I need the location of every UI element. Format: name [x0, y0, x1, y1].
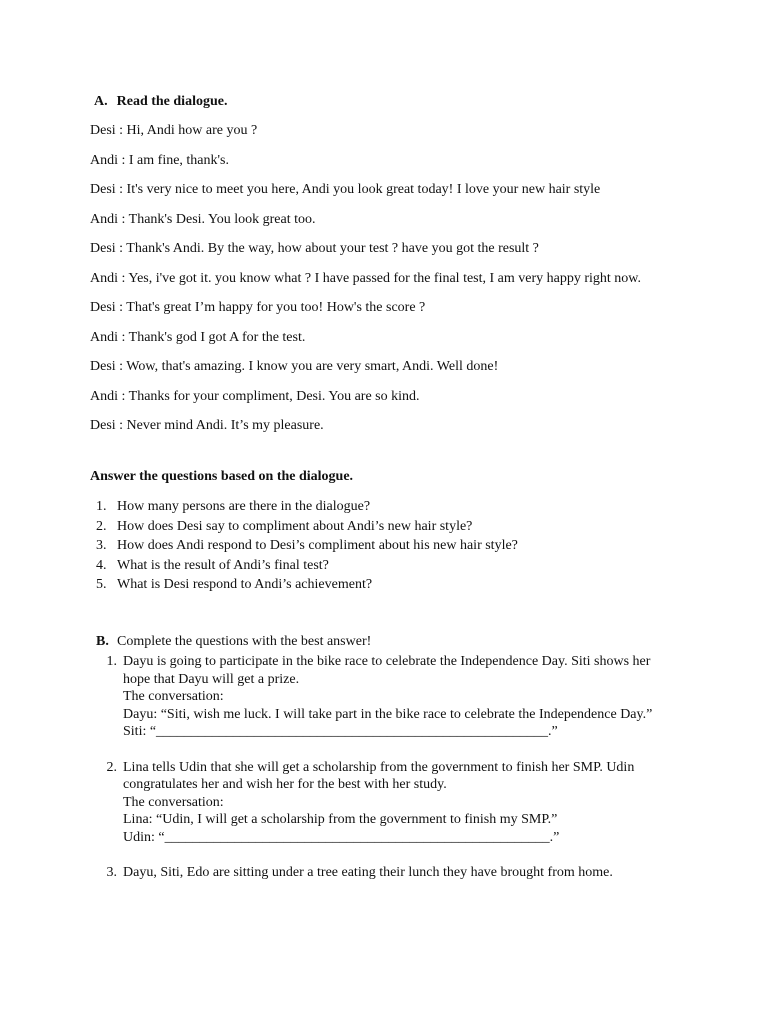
- question-text: How does Desi say to compliment about Andi’s new hair style?: [117, 518, 473, 534]
- dialogue-line: Andi : Yes, i've got it. you know what ? I have passed for the final test, I am very happy right now.: [90, 270, 642, 286]
- exercise-line: Lina: “Udin, I will get a scholarship from the government to finish my SMP.”: [123, 812, 558, 827]
- exercise-line: The conversation:: [123, 794, 224, 810]
- answer-heading: Answer the questions based on the dialogue.: [90, 469, 354, 484]
- question-number: 3.: [96, 538, 107, 553]
- question-number: 2.: [96, 518, 107, 534]
- exercise-item: [96, 653, 686, 741]
- exercise-number: 2.: [106, 759, 117, 775]
- dialogue-line: Andi : Thank's Desi. You look great too.: [90, 211, 316, 227]
- section-a-heading: [94, 94, 227, 110]
- question-list: [96, 497, 656, 595]
- answer-blank: Udin: “_______________________________________________________.”: [123, 829, 560, 845]
- exercise-line: Dayu: “Siti, wish me luck. I will take part in the bike race to celebrate the Independence Day.”: [123, 706, 653, 722]
- question-text: How does Andi respond to Desi’s compliment about his new hair style?: [117, 538, 518, 553]
- section-b-letter: B.: [96, 634, 109, 649]
- question-number: 4.: [96, 557, 107, 573]
- dialogue-line: Desi : Never mind Andi. It’s my pleasure.: [90, 418, 324, 433]
- exercise-prompt: Lina tells Udin that she will get a scholarship from the government to finish her SMP. Udin congratulates her and wish her for the best with her study.: [123, 759, 635, 792]
- dialogue-line: Desi : It's very nice to meet you here, Andi you look great today! I love your new hair style: [90, 182, 601, 197]
- dialogue-line: Andi : I am fine, thank's.: [90, 152, 229, 168]
- section-b-title: Complete the questions with the best answer!: [117, 634, 372, 649]
- section-a-letter: A.: [94, 94, 108, 109]
- exercise-item: [96, 759, 686, 847]
- dialogue-line: Desi : Wow, that's amazing. I know you are very smart, Andi. Well done!: [90, 359, 499, 374]
- question-item: [96, 497, 656, 517]
- exercise-line: The conversation:: [123, 689, 224, 704]
- question-item: [96, 517, 656, 537]
- exercise-prompt: Dayu, Siti, Edo are sitting under a tree eating their lunch they have brought from home.: [123, 865, 613, 880]
- question-text: What is Desi respond to Andi’s achievement?: [117, 577, 373, 592]
- exercise-body: [123, 653, 663, 741]
- question-text: How many persons are there in the dialogue?: [117, 499, 371, 514]
- exercise-prompt: Dayu is going to participate in the bike race to celebrate the Independence Day. Siti shows her hope that Dayu will get a prize.: [123, 654, 651, 687]
- dialogue-line: Desi : That's great I’m happy for you too! How's the score ?: [90, 300, 426, 315]
- dialogue-line: Andi : Thanks for your compliment, Desi. You are so kind.: [90, 388, 420, 404]
- question-item: [96, 575, 656, 595]
- section-b: [96, 633, 686, 882]
- exercise-body: [123, 864, 663, 882]
- exercise-number: 1.: [106, 654, 117, 669]
- dialogue-line: Desi : Thank's Andi. By the way, how about your test ? have you got the result ?: [90, 241, 539, 256]
- question-item: [96, 536, 656, 556]
- exercise-body: [123, 759, 663, 847]
- section-a-title: Read the dialogue.: [116, 94, 228, 109]
- dialogue-line: Andi : Thank's god I got A for the test.: [90, 329, 306, 345]
- answer-blank: Siti: “________________________________________________________.”: [123, 724, 558, 739]
- exercise-item: [96, 864, 686, 882]
- question-number: 1.: [96, 499, 107, 514]
- exercise-number: 3.: [106, 865, 117, 880]
- dialogue: [90, 122, 670, 447]
- question-text: What is the result of Andi’s final test?: [117, 557, 329, 573]
- dialogue-line: Desi : Hi, Andi how are you ?: [90, 123, 258, 138]
- question-item: [96, 556, 656, 576]
- section-b-heading: [96, 633, 686, 651]
- question-number: 5.: [96, 577, 107, 592]
